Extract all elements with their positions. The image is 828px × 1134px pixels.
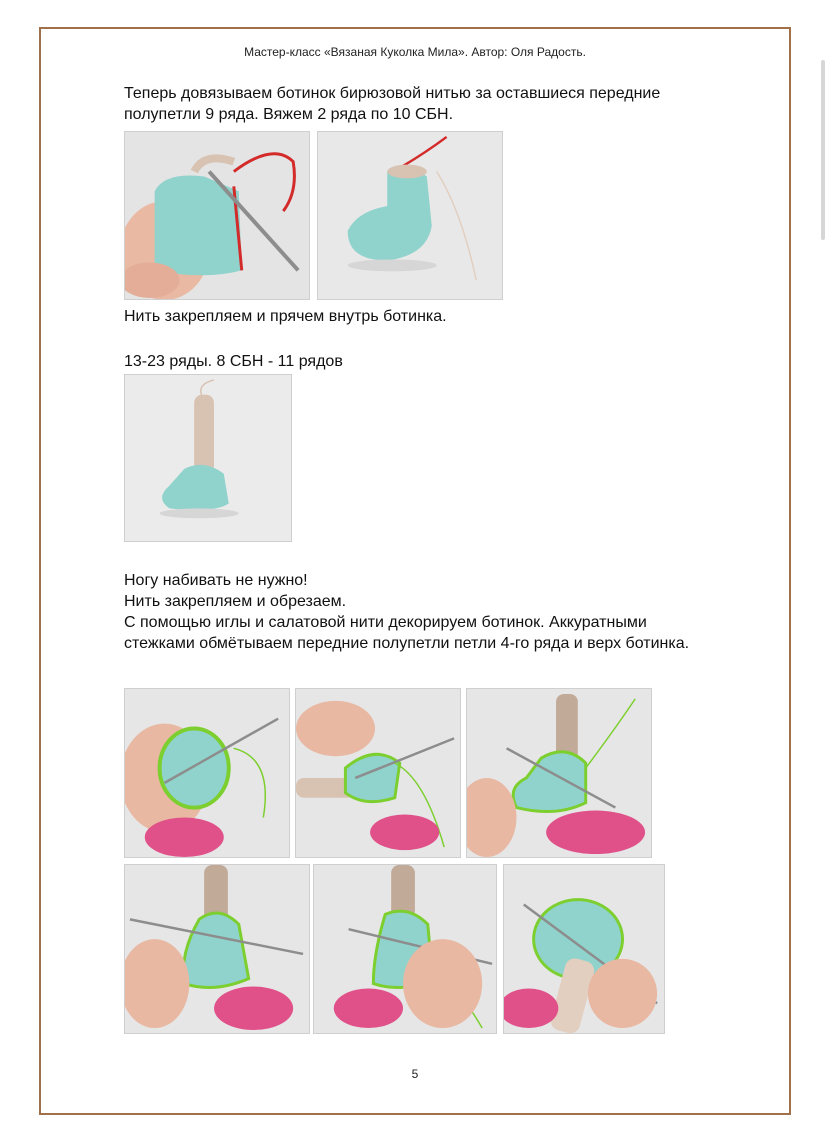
photo-boot-finished [317,131,503,300]
photo-decorating-step-5 [313,864,497,1034]
text-line: Ногу набивать не нужно! [124,572,308,589]
photo-decorating-step-1 [124,688,290,858]
text-line: С помощью иглы и салатовой нити декорируем ботинок. Аккуратными [124,614,647,631]
photo-decorating-step-2 [295,688,461,858]
text-line: Нить закрепляем и обрезаем. [124,593,347,610]
instruction-paragraph-2 [124,306,447,327]
page-header: Мастер-класс «Вязаная Куколка Мила». Автор: Оля Радость. [244,45,586,59]
instruction-paragraph-1 [124,83,660,125]
scrollbar[interactable] [821,60,825,240]
text-line: Нить закрепляем и прячем внутрь ботинка. [124,308,447,325]
photo-leg-with-boot [124,374,292,542]
page-number: 5 [411,1067,419,1081]
instruction-paragraph-4 [124,570,689,654]
instruction-paragraph-3 [124,351,343,372]
photo-decorating-step-4 [124,864,310,1034]
text-line: стежками обмётываем передние полупетли петли 4-го ряда и верх ботинка. [124,635,690,652]
text-line: полупетли 9 ряда. Вяжем 2 ряда по 10 СБН. [124,106,454,123]
photo-boot-crochet-hook [124,131,310,300]
document-page [39,27,791,1115]
text-line: Теперь довязываем ботинок бирюзовой нитью за оставшиеся передние [124,85,661,102]
photo-decorating-step-3 [466,688,652,858]
photo-decorating-step-6 [503,864,665,1034]
text-line: 13-23 ряды. 8 СБН - 11 рядов [124,353,343,370]
